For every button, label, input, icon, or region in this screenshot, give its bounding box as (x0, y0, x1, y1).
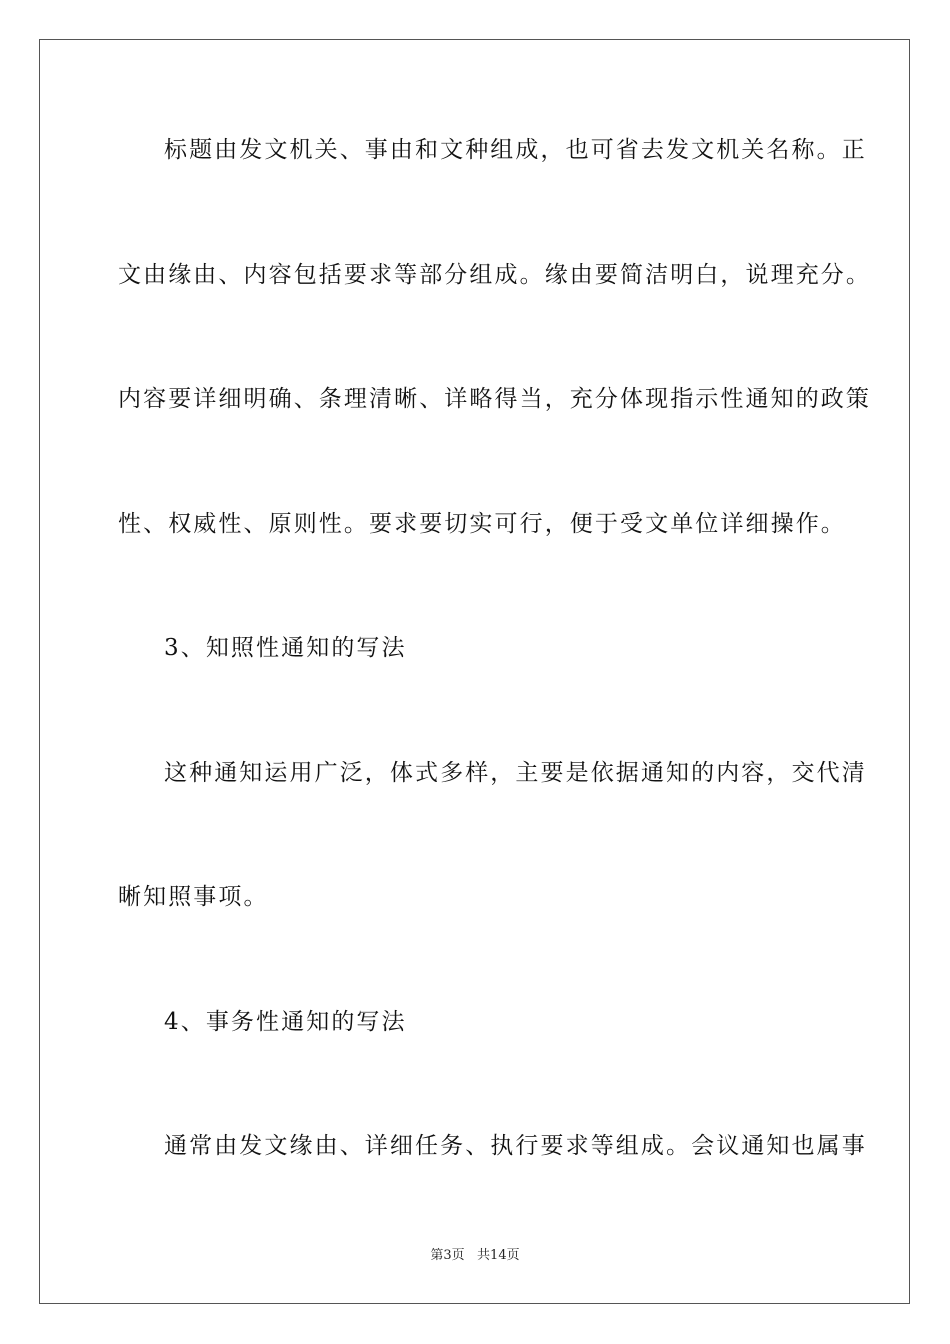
paragraph-line-1: 标题由发文机关、事由和文种组成，也可省去发文机关名称。正 (164, 137, 867, 163)
paragraph-line-4: 性、权威性、原则性。要求要切实可行，便于受文单位详细操作。 (118, 511, 846, 537)
paragraph-line-5: 这种通知运用广泛，体式多样，主要是依据通知的内容，交代清 (164, 760, 867, 786)
section-heading-4: 4、事务性通知的写法 (164, 1009, 407, 1035)
page-border (39, 39, 910, 1304)
paragraph-line-6: 晰知照事项。 (118, 884, 269, 910)
paragraph-line-3: 内容要详细明确、条理清晰、详略得当，充分体现指示性通知的政策 (118, 386, 871, 412)
paragraph-line-7: 通常由发文缘由、详细任务、执行要求等组成。会议通知也属事 (164, 1133, 867, 1159)
paragraph-line-2: 文由缘由、内容包括要求等部分组成。缘由要简洁明白，说理充分。 (118, 262, 871, 288)
section-heading-3: 3、知照性通知的写法 (164, 635, 407, 661)
page-number-footer: 第3页 共14页 (430, 1248, 520, 1263)
